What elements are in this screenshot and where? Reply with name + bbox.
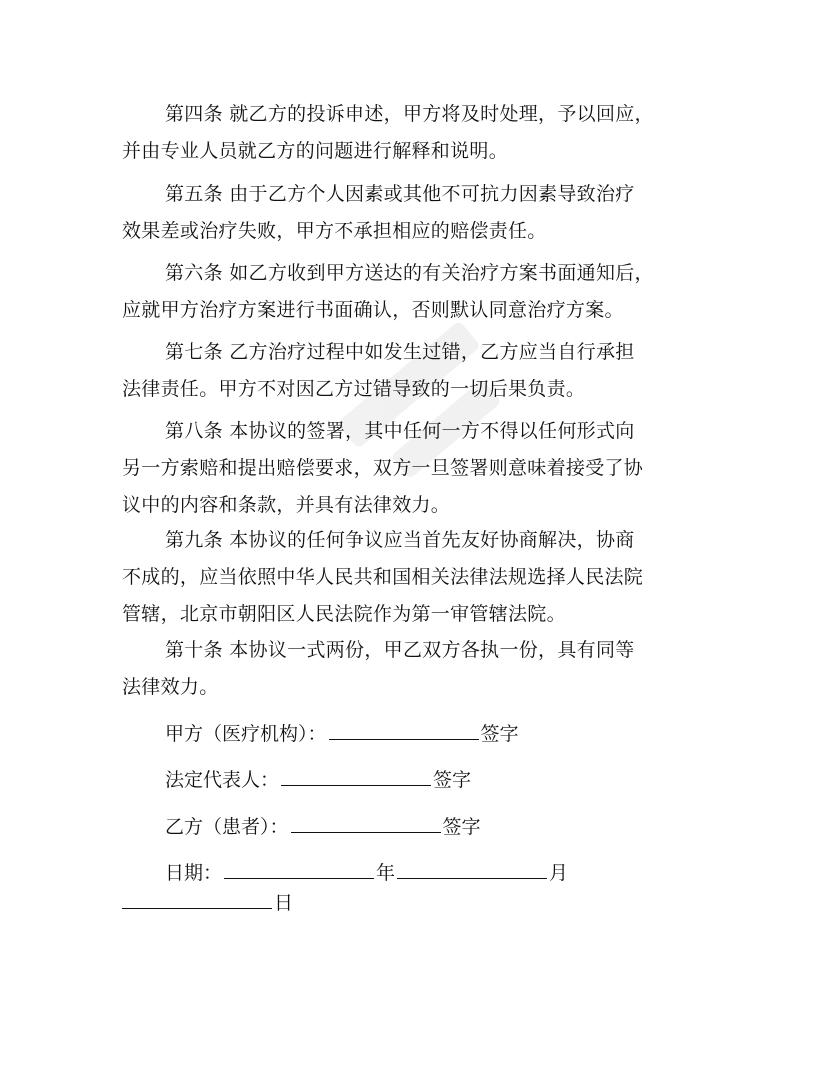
day-row <box>122 886 293 918</box>
year-label: 年 <box>376 862 396 884</box>
article-4-line-2: 并由专业人员就乙方的问题进行解释和说明。 <box>122 140 509 162</box>
article-6-line-2: 应就甲方治疗方案进行书面确认，否则默认同意治疗方案。 <box>122 299 624 321</box>
article-10-line-1: 第十条 本协议一式两份，甲乙双方各执一份，具有同等 <box>165 639 635 661</box>
party-a-signature-row <box>165 717 519 749</box>
month-label: 月 <box>549 862 569 884</box>
party-a-label: 甲方（医疗机构）： <box>165 723 327 745</box>
article-8-line-2: 另一方索赔和提出赔偿要求，双方一旦签署则意味着接受了协 <box>122 457 644 479</box>
article-8 <box>122 413 722 524</box>
article-4-line-1: 第四条 就乙方的投诉申述，甲方将及时处理，予以回应， <box>165 103 654 125</box>
article-7 <box>122 334 722 408</box>
legal-rep-label: 法定代表人： <box>165 769 280 791</box>
party-b-label: 乙方（患者）： <box>165 816 289 838</box>
article-5-line-1: 第五条 由于乙方个人因素或其他不可抗力因素导致治疗 <box>165 183 635 205</box>
month-blank[interactable] <box>397 856 547 879</box>
party-b-sign-label: 签字 <box>442 816 481 838</box>
year-blank[interactable] <box>224 856 374 879</box>
article-6 <box>122 255 722 329</box>
legal-rep-signature-line[interactable] <box>281 763 431 786</box>
party-a-signature-line[interactable] <box>329 717 479 740</box>
date-row <box>165 856 568 888</box>
day-blank[interactable] <box>122 886 272 909</box>
article-7-line-2: 法律责任。甲方不对因乙方过错导致的一切后果负责。 <box>122 378 586 400</box>
article-10 <box>122 632 722 706</box>
legal-rep-sign-label: 签字 <box>433 769 472 791</box>
article-9-line-1: 第九条 本协议的任何争议应当首先友好协商解决，协商 <box>165 529 635 551</box>
article-8-line-3: 议中的内容和条款，并具有法律效力。 <box>122 494 451 516</box>
legal-rep-signature-row <box>165 763 471 795</box>
article-10-line-2: 法律效力。 <box>122 676 219 698</box>
date-label: 日期： <box>165 862 223 884</box>
party-a-sign-label: 签字 <box>480 723 519 745</box>
article-8-line-1: 第八条 本协议的签署，其中任何一方不得以任何形式向 <box>165 420 635 442</box>
article-7-line-1: 第七条 乙方治疗过程中如发生过错，乙方应当自行承担 <box>165 341 635 363</box>
article-9-line-3: 管辖，北京市朝阳区人民法院作为第一审管辖法院。 <box>122 603 566 625</box>
party-b-signature-line[interactable] <box>291 810 441 833</box>
day-label: 日 <box>274 892 294 914</box>
article-4 <box>122 96 722 170</box>
article-6-line-1: 第六条 如乙方收到甲方送达的有关治疗方案书面通知后， <box>165 262 654 284</box>
article-5 <box>122 176 722 250</box>
article-5-line-2: 效果差或治疗失败，甲方不承担相应的赔偿责任。 <box>122 220 547 242</box>
party-b-signature-row <box>165 810 481 842</box>
article-9 <box>122 522 722 633</box>
article-9-line-2: 不成的，应当依照中华人民共和国相关法律法规选择人民法院 <box>122 566 644 588</box>
